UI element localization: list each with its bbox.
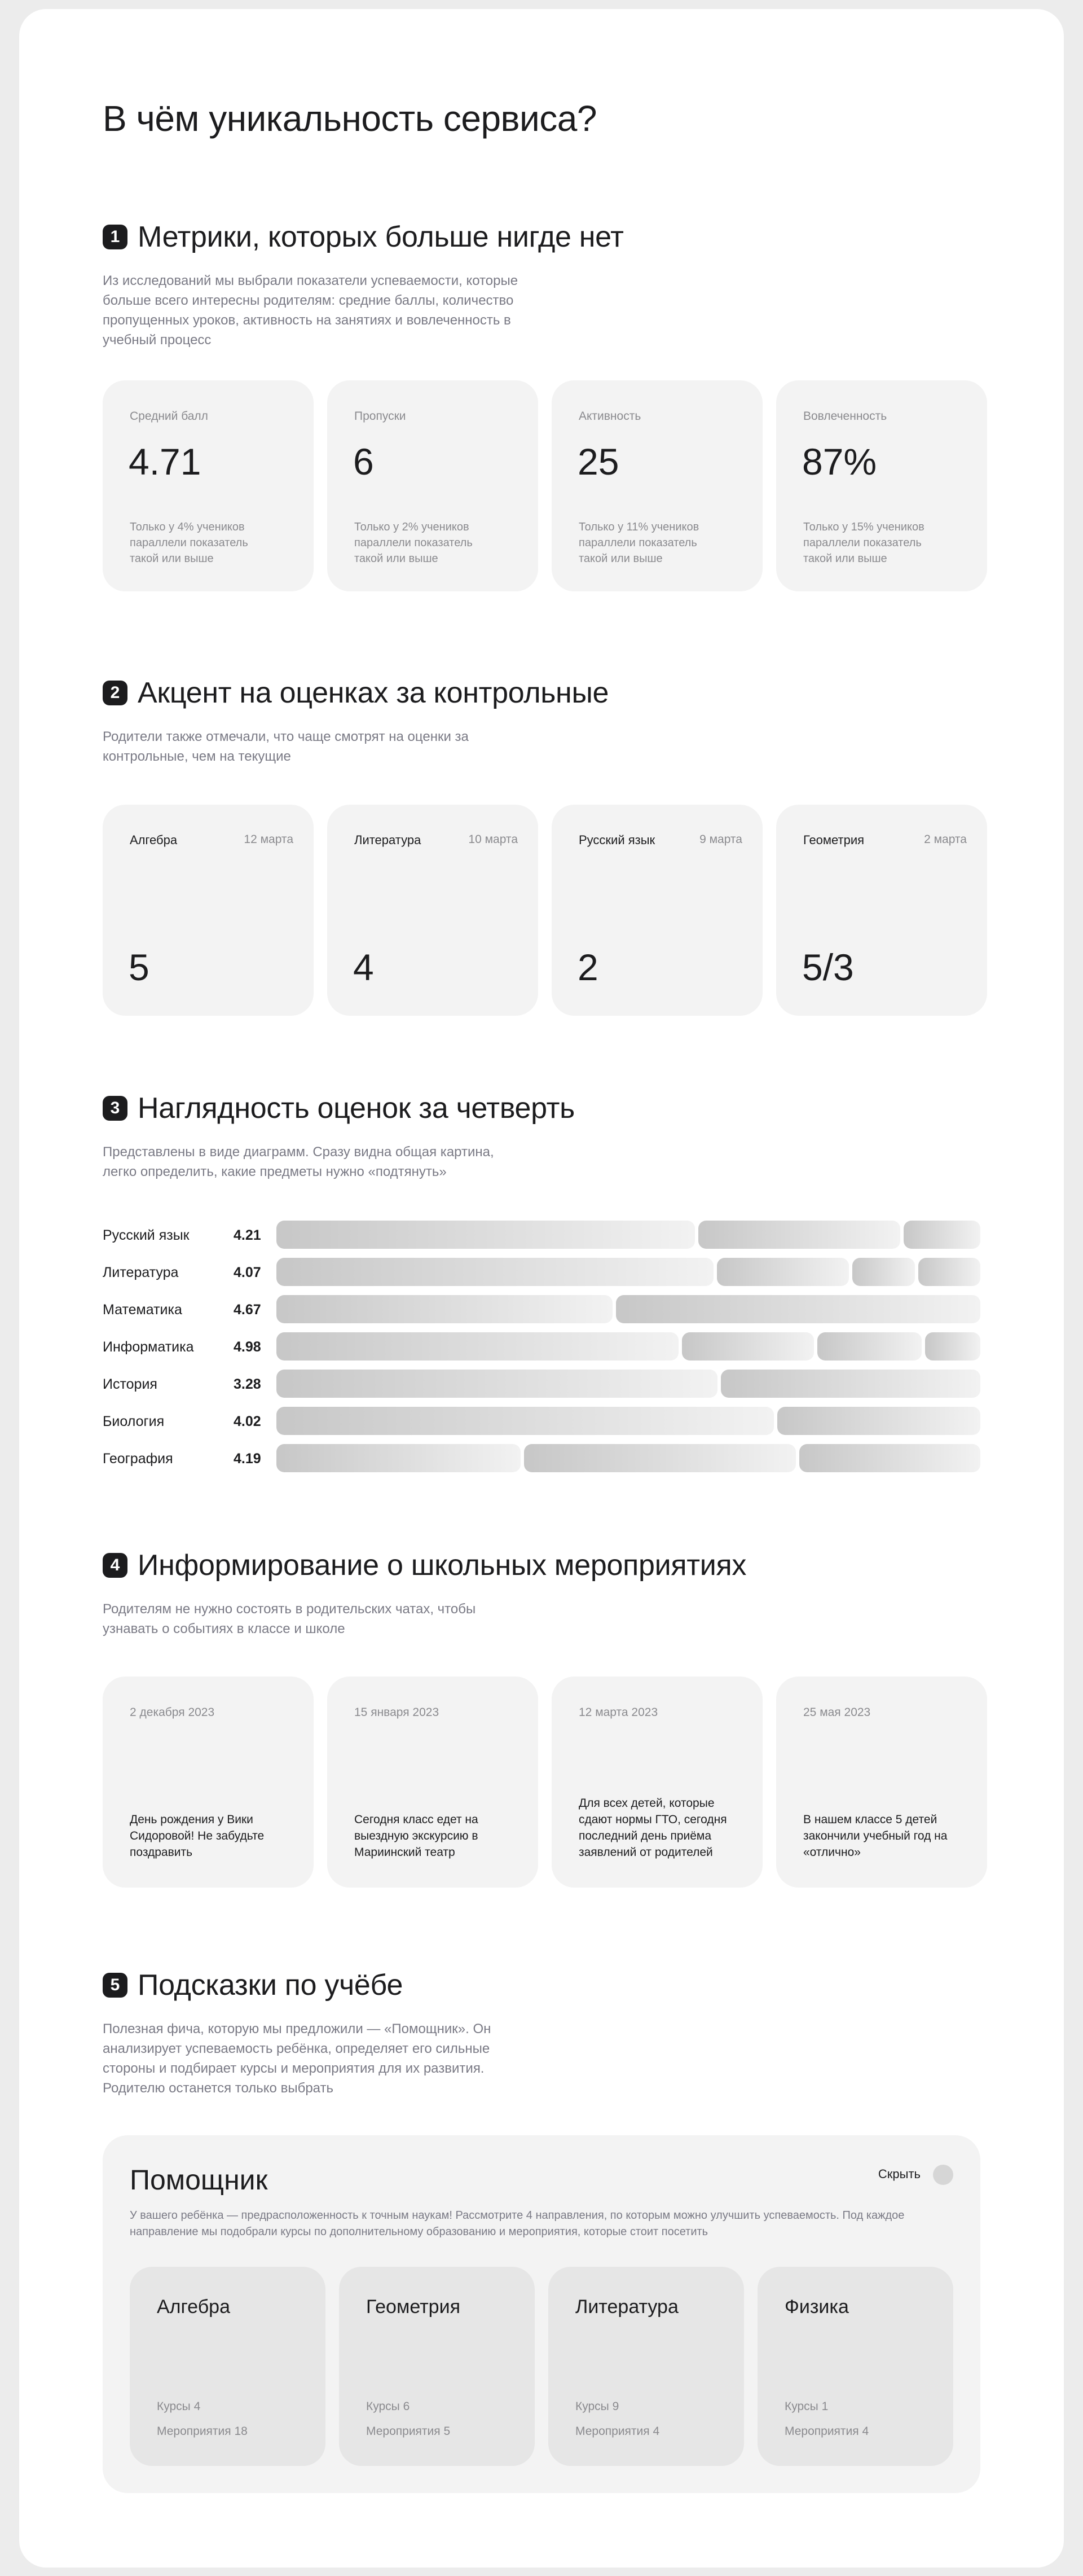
bar-track — [276, 1221, 980, 1249]
bar-row-biology[interactable] — [103, 1406, 1000, 1443]
event-text: В нашем классе 5 детей закончили учебный год на «отлично» — [803, 1813, 948, 1859]
direction-courses: Курсы 1 — [785, 2400, 829, 2413]
metric-note: Только у 2% учеников параллели показатель такой или выше — [354, 521, 473, 565]
section-tips — [103, 1968, 1000, 2098]
bar-subject: География — [103, 1451, 173, 1467]
bar-segment — [616, 1295, 980, 1323]
metric-label: Активность — [579, 410, 641, 423]
page-card — [19, 9, 1064, 2568]
direction-name: Алгебра — [157, 2296, 230, 2318]
main-title: В чём уникальность сервиса? — [103, 98, 597, 139]
metric-cards — [103, 380, 987, 591]
event-text: Для всех детей, которые сдают нормы ГТО, сегодня последний день приёма заявлений от родителей — [579, 1797, 727, 1859]
bar-segment — [852, 1258, 915, 1286]
metric-label: Вовлеченность — [803, 410, 887, 423]
section-header — [103, 1968, 1000, 2002]
bar-segment — [276, 1370, 717, 1398]
grade-date: 2 марта — [924, 833, 967, 846]
bar-segment — [276, 1444, 521, 1472]
bar-track — [276, 1444, 980, 1472]
hide-toggle[interactable] — [933, 2165, 953, 2185]
metric-card-absences[interactable] — [327, 380, 538, 591]
bar-score: 4.98 — [234, 1339, 261, 1355]
section-header — [103, 676, 1000, 710]
event-date: 25 мая 2023 — [803, 1706, 871, 1719]
bar-segment — [276, 1332, 679, 1361]
section-number-badge: 4 — [103, 1553, 127, 1578]
bar-score: 4.02 — [234, 1414, 261, 1429]
bar-subject: Информатика — [103, 1339, 194, 1355]
section-events — [103, 1548, 1000, 1639]
bar-subject: Биология — [103, 1414, 165, 1429]
section-number-badge: 2 — [103, 681, 127, 705]
bar-track — [276, 1295, 980, 1323]
bar-segment — [799, 1444, 980, 1472]
metric-label: Средний балл — [130, 410, 208, 423]
bar-row-history[interactable] — [103, 1368, 1000, 1406]
bar-score: 3.28 — [234, 1376, 261, 1392]
helper-description: У вашего ребёнка — предрасположенность к точным наукам! Рассмотрите 4 направления, по которым можно улучшить успеваемость. Под каждое направление мы подобрали курсы по дополнительному образованию и мероприятия, которые стоит посетить — [130, 2209, 905, 2238]
direction-card-physics[interactable] — [758, 2267, 953, 2466]
section-number-badge: 3 — [103, 1096, 127, 1121]
grade-subject: Русский язык — [579, 833, 655, 847]
metric-note: Только у 15% учеников параллели показатель такой или выше — [803, 521, 924, 565]
bar-subject: Литература — [103, 1265, 179, 1280]
bar-row-geography[interactable] — [103, 1443, 1000, 1480]
grade-card-algebra[interactable] — [103, 805, 314, 1016]
section-description: Родителям не нужно состоять в родительских чатах, чтобы узнавать о событиях в классе и школе — [103, 1601, 476, 1636]
bar-subject: История — [103, 1376, 157, 1392]
section-header — [103, 220, 1000, 254]
bar-segment — [524, 1444, 796, 1472]
helper-title: Помощник — [130, 2164, 268, 2196]
bar-score: 4.21 — [234, 1227, 261, 1243]
metric-card-average[interactable] — [103, 380, 314, 591]
direction-events: Мероприятия 5 — [366, 2425, 451, 2438]
bar-segment — [276, 1258, 714, 1286]
direction-events: Мероприятия 18 — [157, 2425, 248, 2438]
direction-courses: Курсы 9 — [575, 2400, 619, 2413]
grade-card-geometry[interactable] — [776, 805, 987, 1016]
direction-name: Литература — [575, 2296, 679, 2318]
grade-subject: Литература — [354, 833, 421, 847]
metric-note: Только у 11% учеников параллели показатель такой или выше — [579, 521, 699, 565]
bar-row-math[interactable] — [103, 1294, 1000, 1331]
section-description: Представлены в виде диаграмм. Сразу видна общая картина, легко определить, какие предметы нужно «подтянуть» — [103, 1144, 494, 1179]
section-description: Родители также отмечали, что чаще смотрят на оценки за контрольные, чем на текущие — [103, 729, 469, 764]
direction-name: Физика — [785, 2296, 849, 2318]
bar-track — [276, 1370, 980, 1398]
bar-row-literature[interactable] — [103, 1257, 1000, 1294]
event-card[interactable] — [776, 1677, 987, 1888]
direction-events: Мероприятия 4 — [575, 2425, 660, 2438]
quarter-bars — [103, 1219, 1000, 1480]
bar-segment — [904, 1221, 980, 1249]
metric-value: 6 — [353, 441, 374, 482]
direction-name: Геометрия — [366, 2296, 460, 2318]
bar-segment — [698, 1221, 900, 1249]
grade-cards — [103, 805, 987, 1016]
section-number-badge: 5 — [103, 1973, 127, 1998]
direction-card-literature[interactable] — [548, 2267, 744, 2466]
metric-label: Пропуски — [354, 410, 406, 423]
event-date: 2 декабря 2023 — [130, 1706, 215, 1719]
section-title: Акцент на оценках за контрольные — [138, 677, 609, 709]
direction-cards — [130, 2267, 953, 2466]
bar-segment — [918, 1258, 980, 1286]
bar-score: 4.07 — [234, 1265, 261, 1280]
bar-score: 4.19 — [234, 1451, 261, 1467]
grade-date: 9 марта — [699, 833, 742, 846]
section-description: Из исследований мы выбрали показатели успеваемости, которые больше всего интересны родителям: средние баллы, количество пропущенных уроков, активность на занятиях и вовлеченность в учебный процесс — [103, 273, 518, 348]
bar-subject: Русский язык — [103, 1227, 190, 1243]
grade-card-literature[interactable] — [327, 805, 538, 1016]
section-title: Метрики, которых больше нигде нет — [138, 221, 624, 253]
bar-subject: Математика — [103, 1302, 182, 1318]
bar-segment — [276, 1221, 695, 1249]
grade-subject: Алгебра — [130, 833, 178, 847]
event-card[interactable] — [552, 1677, 763, 1888]
grade-date: 12 марта — [244, 833, 293, 846]
section-grades — [103, 676, 1000, 766]
direction-courses: Курсы 4 — [157, 2400, 201, 2413]
bar-row-russian[interactable] — [103, 1219, 1000, 1257]
section-title: Наглядность оценок за четверть — [138, 1092, 575, 1125]
section-header — [103, 1091, 1000, 1125]
event-text: День рождения у Вики Сидоровой! Не забудьте поздравить — [130, 1813, 265, 1859]
grade-value: 4 — [353, 946, 374, 988]
grade-value: 2 — [578, 946, 598, 988]
bar-segment — [276, 1295, 613, 1323]
grade-subject: Геометрия — [803, 833, 865, 847]
section-title: Подсказки по учёбе — [138, 1969, 403, 2002]
bar-segment — [682, 1332, 814, 1361]
metric-value: 87% — [802, 441, 877, 482]
section-header — [103, 1548, 1000, 1582]
metric-card-engagement[interactable] — [776, 380, 987, 591]
bar-segment — [717, 1258, 849, 1286]
event-card[interactable] — [327, 1677, 538, 1888]
bar-segment — [777, 1407, 980, 1435]
section-number-badge: 1 — [103, 225, 127, 249]
metric-card-activity[interactable] — [552, 380, 763, 591]
section-description: Полезная фича, которую мы предложили — «Помощник». Он анализирует успеваемость ребёнка, определяет его сильные стороны и подбирает курсы и мероприятия для их развития. Родителю останется только выбрать — [103, 2021, 491, 2096]
metric-value: 4.71 — [129, 441, 201, 482]
bar-track — [276, 1332, 980, 1361]
grade-value: 5 — [129, 946, 149, 988]
bar-track — [276, 1407, 980, 1435]
bar-track — [276, 1258, 980, 1286]
section-title: Информирование о школьных мероприятиях — [138, 1549, 747, 1582]
event-text: Сегодня класс едет на выездную экскурсию в Мариинский театр — [354, 1813, 478, 1859]
bar-score: 4.67 — [234, 1302, 261, 1318]
section-metrics — [103, 220, 1000, 350]
section-quarter — [103, 1091, 1000, 1182]
hide-button[interactable]: Скрыть — [878, 2167, 921, 2181]
event-card[interactable] — [103, 1677, 314, 1888]
direction-courses: Курсы 6 — [366, 2400, 410, 2413]
direction-events: Мероприятия 4 — [785, 2425, 869, 2438]
grade-card-russian[interactable] — [552, 805, 763, 1016]
bar-segment — [276, 1407, 774, 1435]
bar-row-informatics[interactable] — [103, 1331, 1000, 1368]
metric-note: Только у 4% учеников параллели показатель такой или выше — [130, 521, 248, 565]
helper-panel — [103, 2135, 980, 2493]
grade-date: 10 марта — [468, 833, 518, 846]
bar-segment — [817, 1332, 922, 1361]
event-date: 12 марта 2023 — [579, 1706, 658, 1719]
event-cards — [103, 1677, 987, 1888]
event-date: 15 января 2023 — [354, 1706, 439, 1719]
bar-segment — [925, 1332, 980, 1361]
metric-value: 25 — [578, 441, 619, 482]
direction-card-algebra[interactable] — [130, 2267, 325, 2466]
bar-segment — [721, 1370, 980, 1398]
grade-value: 5/3 — [802, 946, 854, 988]
direction-card-geometry[interactable] — [339, 2267, 535, 2466]
